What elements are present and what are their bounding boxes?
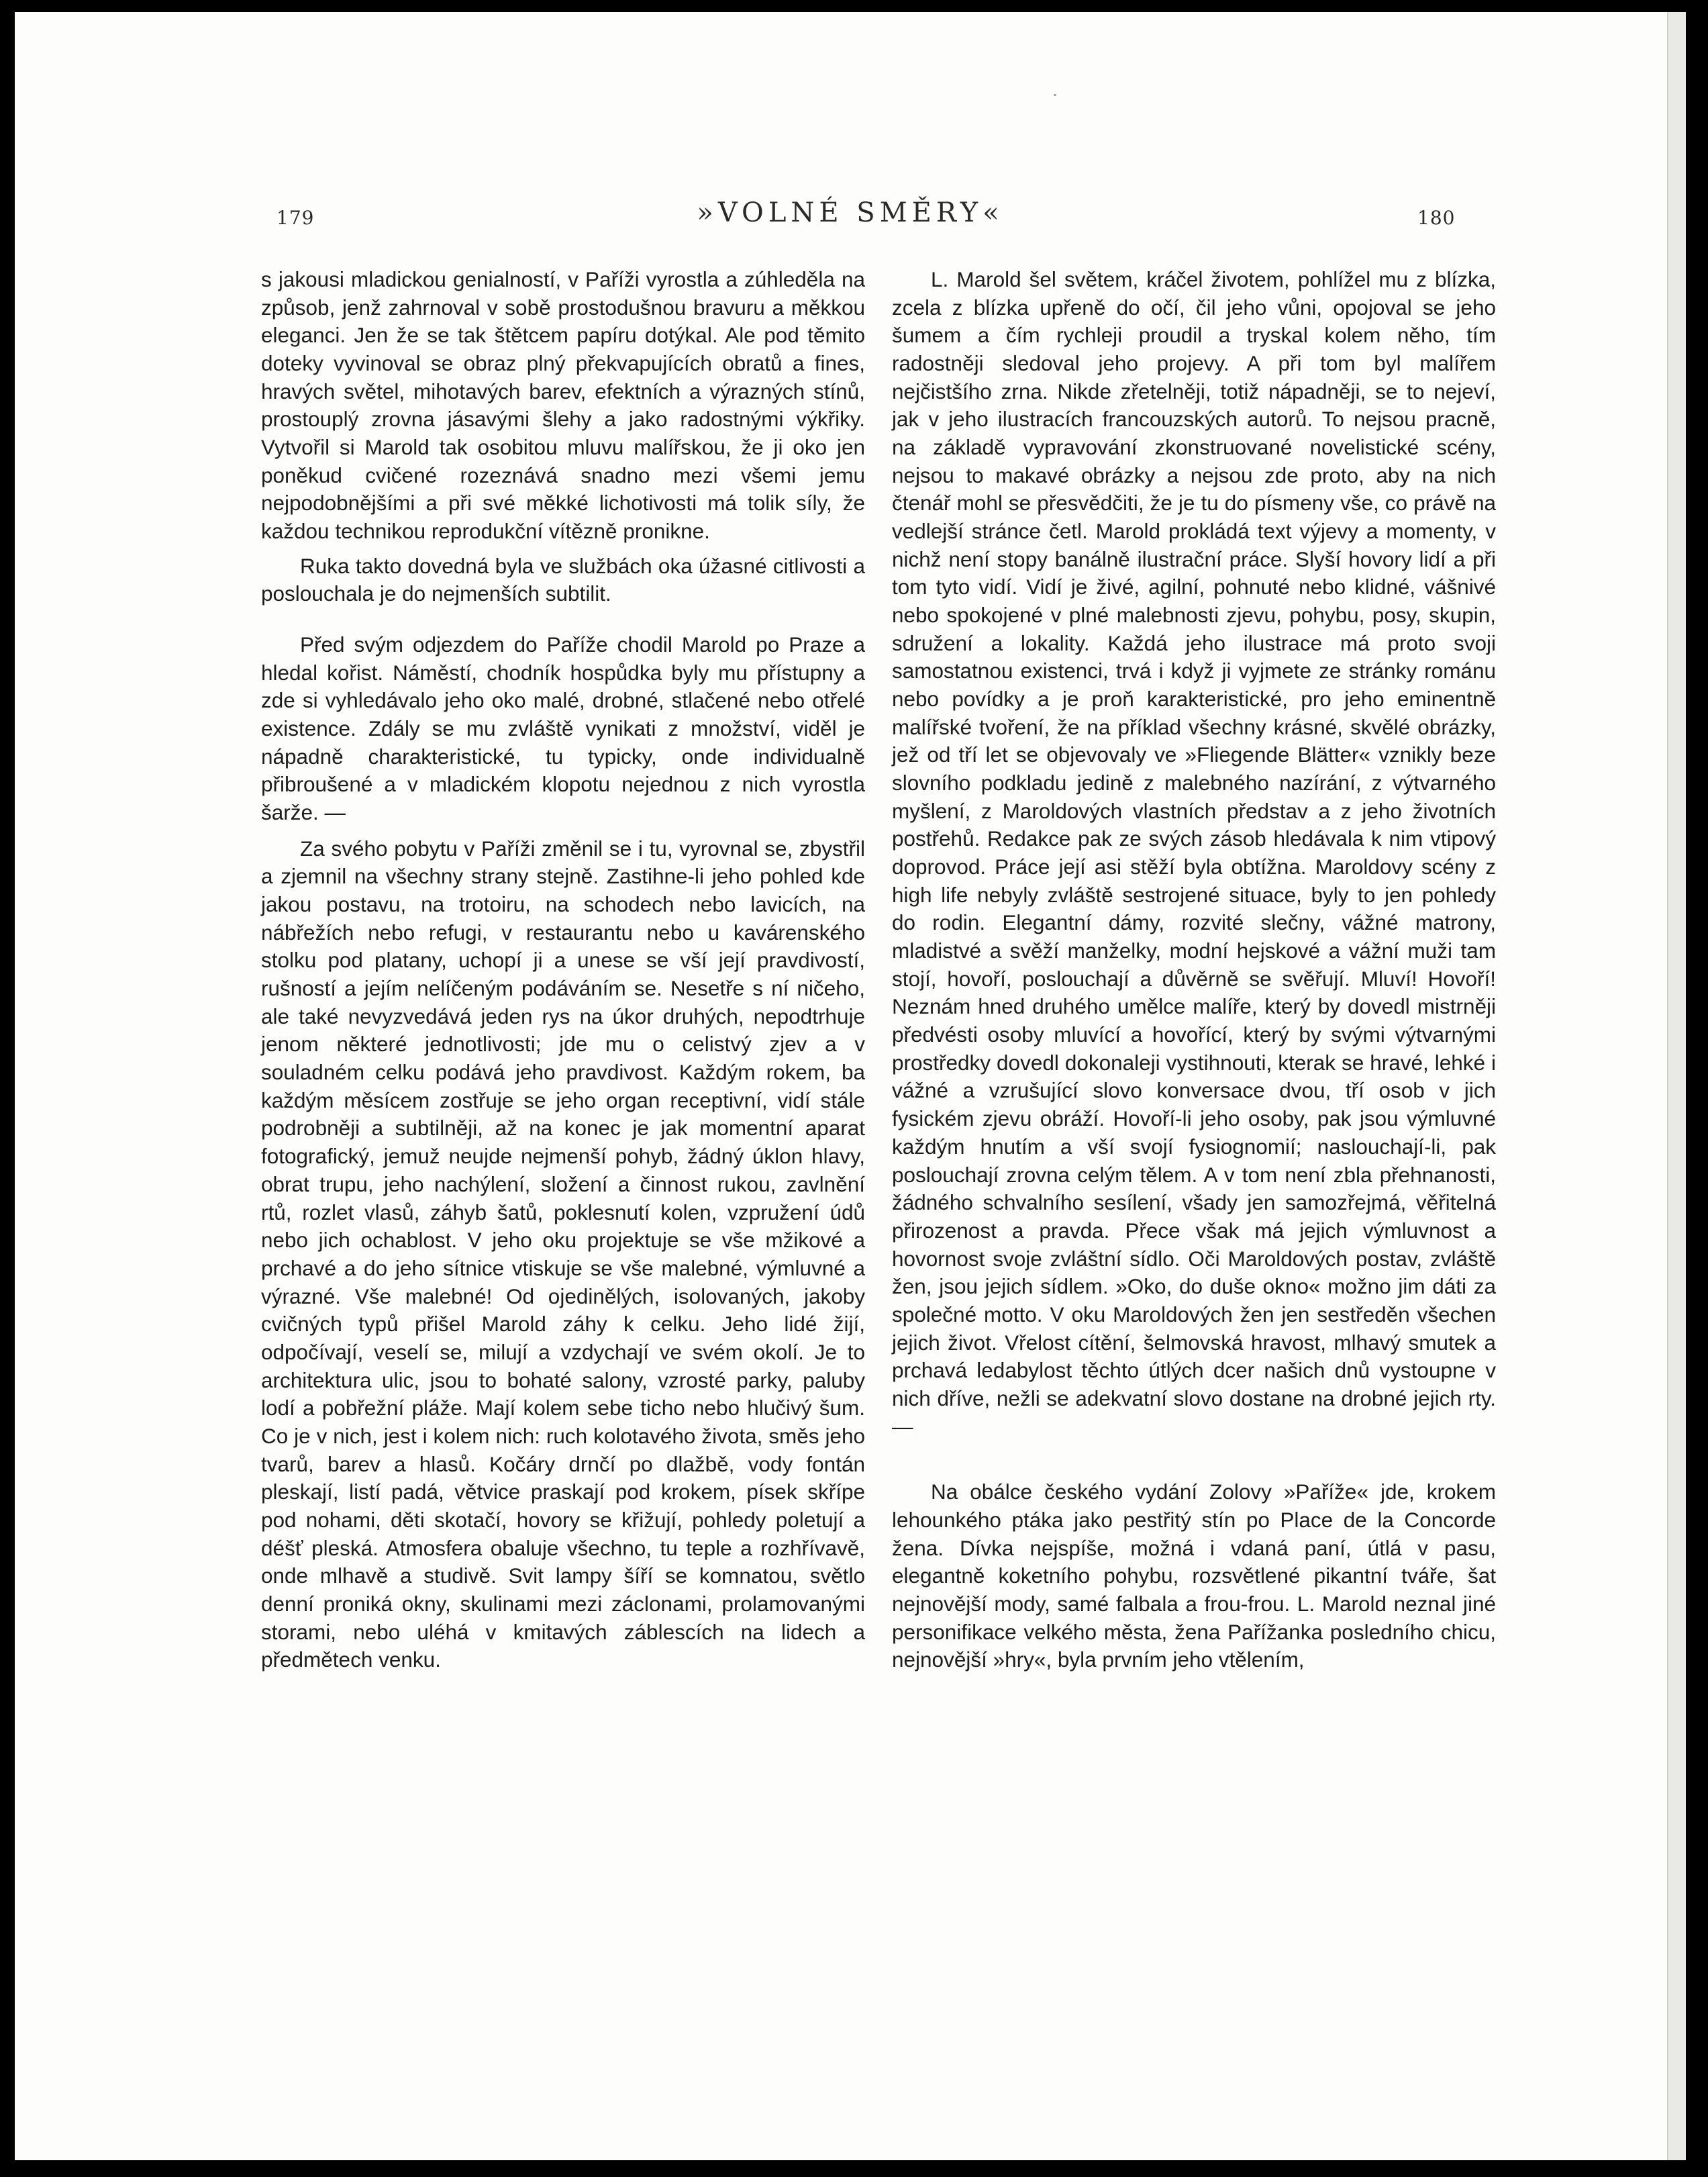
right-paragraph-1: L. Marold šel světem, kráčel životem, pohlížel mu z blízka, zcela z blízka upřeně do očí, čil jeho vůni, opojoval se jeho šumem a čím rychleji proudil a tryskal kolem něho, tím radostněji sledoval jeho projevy. A při tom byl malířem nejčistšího zrna. Nikde zřetelněji, totiž nápadněji, se to nejeví, jak v jeho ilustracích francouzských autorů. To nejsou pracně, na základě vypravování zkonstruované novelistické scény, nejsou to makavé obrázky a nejsou zde proto, aby na nich čtenář mohl se přesvědčiti, že je tu do písmeny vše, co právě na vedlejší stránce četl. Marold prokládá text výjevy a momenty, v nichž není stopy banálně ilustrační práce. Slyší hovory lidí a při tom tyto vidí. Vidí je živé, agilní, pohnuté nebo klidné, vášnivé nebo spokojené v plné malebnosti zjevu, pohybu, posy, skupin, sdružení a lokality. Každá jeho ilustrace má proto svoji samostatnou existenci, trvá i když ji vyjmete ze stránky románu nebo povídky a je proň karakteristické, pro jeho eminentně malířské tvoření, že na příklad všechny krásné, skvělé obrázky, jež od tří let se objevovaly ve »Fliegende Blätter« vznikly beze slovního podkladu jedině z malebného nazírání, z výtvarného myšlení, z Maroldových vlastních představ a z jeho životních postřehů. Redakce pak ze svých zásob hledávala k nim vtipový doprovod. Práce její asi stěží byla obtížna. Maroldovy scény z high life nebyly zvláště sestrojené situace, byly to jen pohledy do rodin. Elegantní dámy, rozvité slečny, vážné matrony, mladistvé a svěží manželky, modní hejskové a vážní muži tam stojí, hovoří, poslouchají a důvěrně se svěřují. Mluví! Hovoří! Neznám hned druhého umělce malíře, který by dovedl mistrněji předvésti osoby mluvící a hovořící, který by svými výtvarnými prostředky dovedl dokonaleji vystihnouti, kterak se hravé, lehké i vážné a vzrušující slovo konversace dvou, tří osob v jich fysickém zjevu obráží. Hovoří-li jeho osoby, pak jsou výmluvné každým hnutím a vší svojí fysiognomií; naslouchají-li, pak poslouchají zrovna celým tělem. A v tom není zbla přehnanosti, žádného schvalního sesílení, všady jen samozřejmá, věřitelná přirozenost a pravda. Přece však má jejich výmluvnost a hovornost svoje zvláštní sídlo. Oči Maroldových postav, zvláště žen, jsou jejich sídlem. »Oko, do duše okno« možno jim dáti za společné motto. V oku Maroldových žen jen sestředěn všechen jejich život. Vřelost cítění, šelmovská hravost, mlhavý smutek a prchavá ledabylost těchto útlých dcer našich dnů vystoupne v nich dříve, nežli se adekvatní slovo dostane na drobné jejich rty. —	[892, 267, 1496, 1439]
right-paragraph-2: Na obálce českého vydání Zolovy »Paříže« jde, krokem lehounkého ptáka jako pestřitý stín po Place de la Concorde žena. Dívka nejspíše, možná i vdaná paní, útlá v pasu, elegantně koketního pohybu, rozsvětlené pikantní tváře, šat nejnovější mody, samé falbala a frou-frou. L. Marold neznal jiné personifikace velkého města, žena Pařížanka posledního chicu, nejnovější »hry«, byla prvním jeho vtělením,	[892, 1480, 1496, 1672]
left-paragraph-2: Ruka takto dovedná byla ve službách oka úžasné citlivosti a poslouchala je do nejmenších subtilit.	[261, 553, 865, 606]
page-number-right: 180	[1417, 207, 1456, 229]
page-header	[15, 197, 1686, 238]
print-speck	[1054, 94, 1056, 96]
running-title: »VOLNÉ SMĚRY«	[697, 197, 1004, 228]
left-column	[261, 266, 865, 1674]
left-paragraph-3: Před svým odjezdem do Paříže chodil Marold po Praze a hledal kořist. Náměstí, chodník hospůdka byly mu přístupny a zde si vyhledávalo jeho oko malé, drobné, stlačené nebo otřelé existence. Zdály se mu zvláště vynikati z množství, viděl je nápadně charakteristické, tu typicky, onde individualně přibroušené a v mladickém klopotu nejednou z nich vyrostla šarže. —	[261, 632, 865, 825]
page-number-left: 179	[277, 207, 315, 229]
left-paragraph-1: s jakousi mladickou genialností, v Paříži vyrostla a zúhleděla na způsob, jenž zahrnoval v sobě prostodušnou bravuru a měkkou eleganci. Jen že se tak štětcem papíru dotýkal. Ale pod těmito doteky vyvinoval se obraz plný překvapujících obratů a fines, hravých světel, mihotavých barev, efektních a výrazných stínů, prostouplý zrovna jásavými šlehy a jako radostnými výkřiky. Vytvořil si Marold tak osobitou mluvu malířskou, že ji oko jen poněkud cvičené rozeznává snadno mezi všemi jemu nejpodobnějšími a při své měkké lichotivosti má tolik síly, že každou technikou reprodukční vítězně pronikne.	[261, 267, 865, 544]
left-paragraph-4: Za svého pobytu v Paříži změnil se i tu, vyrovnal se, zbystřil a zjemnil na všechny strany stejně. Zastihne-li jeho pohled kde jakou postavu, na trotoiru, na schodech nebo lavicích, na nábřežích nebo refugi, v restaurantu nebo u kavárenského stolku pod platany, uchopí ji a unese se vší její pravdivostí, rušností a jejím nelíčeným podáváním se. Nesetře s ní ničeho, ale také nevyzvedává jeden rys na úkor druhých, nepodtrhuje jenom některé jednotlivosti; jde mu o celistvý zjev a v souladném celku podává jeho pravdivost. Každým rokem, ba každým měsícem zostřuje se jeho organ receptivní, vidí stále podrobněji a subtilněji, až na konec je jak momentní aparat fotografický, jemuž neujde nejmenší pohyb, žádný úklon hlavy, obrat trupu, jeho nachýlení, složení a činnost rukou, zavlnění rtů, rozlet vlasů, záhyb šatů, poklesnutí kolen, vzpružení údů nebo jich ochablost. V jeho oku projektuje se vše mžikové a prchavé a do jeho sítnice vtiskuje se vše malebné, výmluvné a výrazné. Vše malebné! Od ojedinělých, isolovaných, jakoby cvičných typů přišel Marold záhy k celku. Jeho lidé žijí, odpočívají, veselí se, milují a vzdychají ve svém okolí. Je to architektura ulic, jsou to bohaté salony, vzrosté parky, paluby lodí a pobřežní pláže. Mají kolem sebe ticho nebo hlučivý šum. Co je v nich, jest i kolem nich: ruch kolotavého života, směs jeho tvarů, barev a hlasů. Kočáry drnčí po dlažbě, vody fontán pleskají, listí padá, větvice praskají pod krokem, písek skřípe pod nohami, děti skotačí, hovory se křižují, pohledy poletují a déšť pleská. Atmosfera obaluje všechno, tu teple a rozhřívavě, onde mlhavě a studivě. Svit lampy šíří se komnatou, světlo denní proniká okny, skulinami mezi záclonami, prolamovanými storami, nebo uléhá v kmitavých záblescích na lidech a předmětech venku.	[261, 836, 865, 1672]
right-column	[892, 266, 1496, 1674]
page-edge	[1667, 12, 1686, 2160]
book-page	[15, 12, 1686, 2160]
